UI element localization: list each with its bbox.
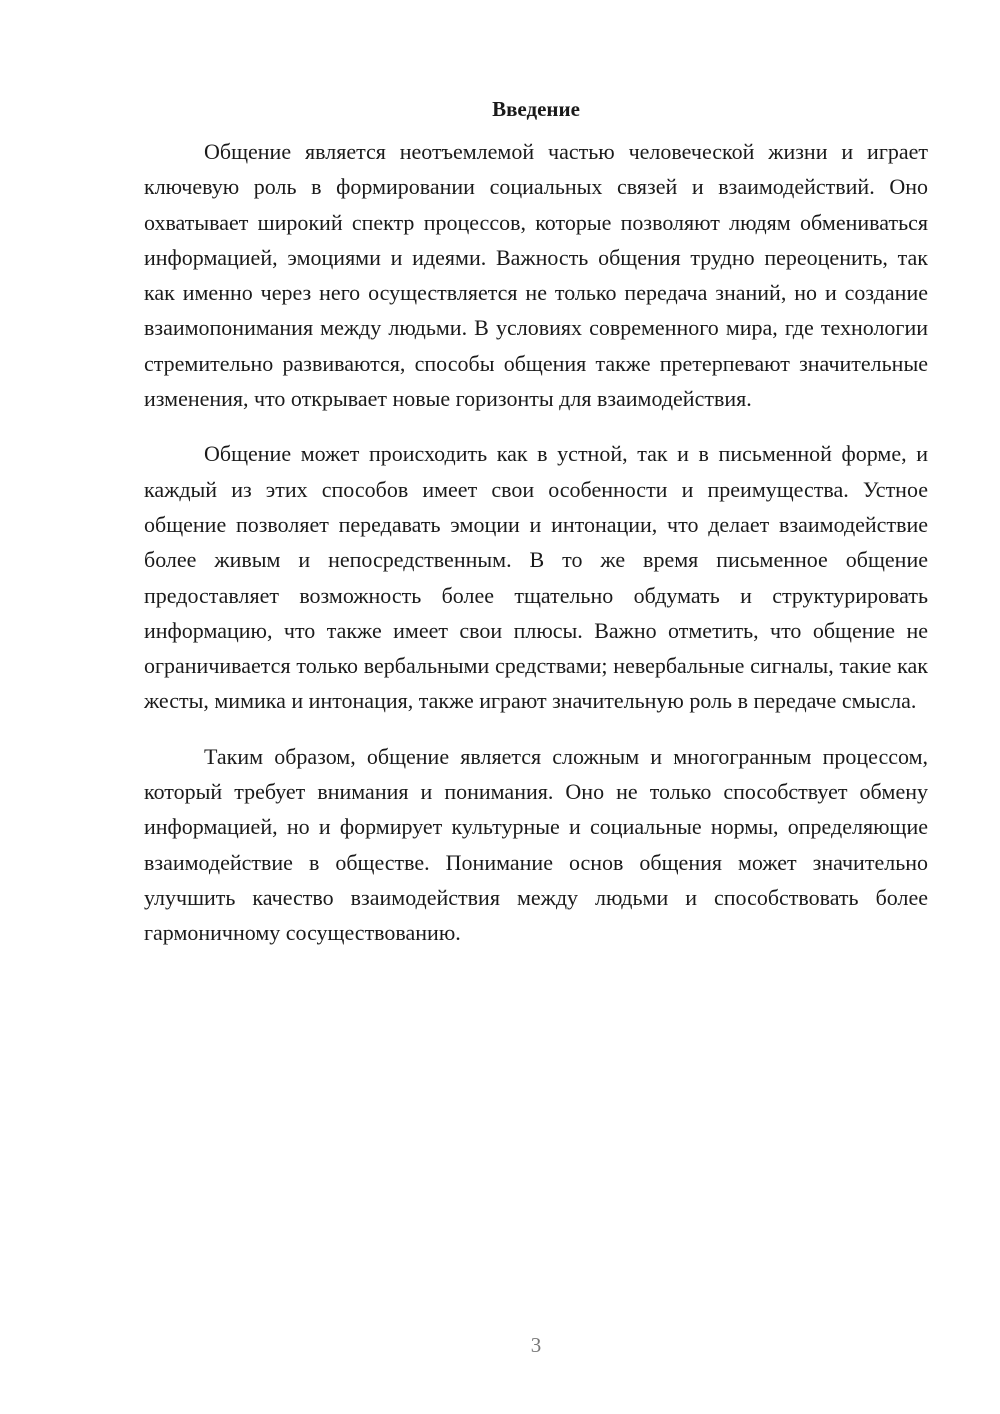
paragraph-1: Общение является неотъемлемой частью человеческой жизни и играет ключевую роль в формировании социальных связей и взаимодействий. Оно охватывает широкий спектр процессов, которые позволяют людям обмениваться информацией, эмоциями и идеями. Важность общения трудно переоценить, так как именно через него осуществляется не только передача знаний, но и создание взаимопонимания между людьми. В условиях современного мира, где технологии стремительно развиваются, способы общения также претерпевают значительные изменения, что открывает новые горизонты для взаимодействия. — [144, 139, 928, 412]
paragraph-3: Таким образом, общение является сложным и многогранным процессом, который требует внимания и понимания. Оно не только способствует обмену информацией, но и формирует культурные и социальные нормы, определяющие взаимодействие в обществе. Понимание основ общения может значительно улучшить качество взаимодействия между людьми и способствовать более гармоничному сосуществованию. — [144, 743, 928, 946]
page-number: 3 — [530, 1333, 542, 1357]
paragraph-2: Общение может происходить как в устной, так и в письменной форме, и каждый из этих способов имеет свои особенности и преимущества. Устное общение позволяет передавать эмоции и интонации, что делает взаимодействие более живым и непосредственным. В то же время письменное общение предоставляет возможность более тщательно обдумать и структурировать информацию, что также имеет свои плюсы. Важно отметить, что общение не ограничивается только вербальными средствами; невербальные сигналы, такие как жесты, мимика и интонация, также играют значительную роль в передаче смысла. — [144, 441, 928, 714]
page-content — [144, 92, 928, 971]
section-heading: Введение — [492, 97, 580, 121]
